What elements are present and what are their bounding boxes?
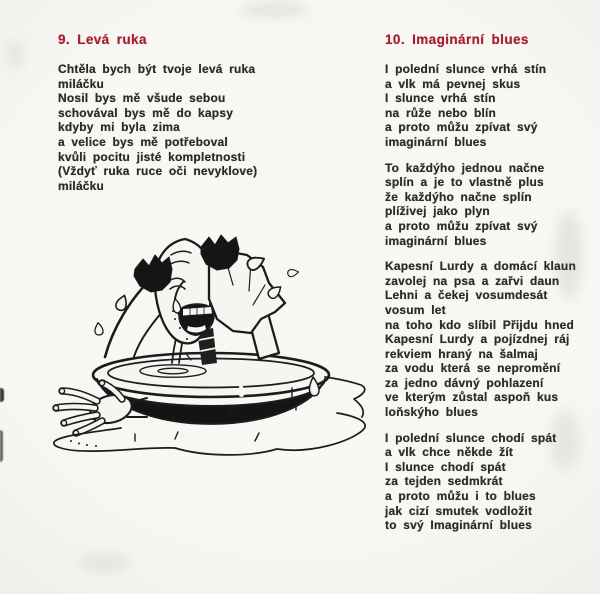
lyric-line: ve kterým zůstal aspoň kus	[385, 390, 559, 405]
stanza	[58, 62, 257, 193]
lyric-line: schovával bys mě do kapsy	[58, 105, 234, 120]
lyric-line: I slunce chodí spát	[385, 459, 506, 474]
lyric-line: rekviem hraný na šalmaj	[385, 346, 539, 361]
stanza	[385, 62, 576, 150]
lyric-line: splín a je to vlastně plus	[385, 175, 544, 190]
song-9-heading	[58, 32, 257, 47]
stanza	[385, 431, 576, 533]
scan-edge-mark	[0, 430, 3, 462]
lyric-line: a proto můžu zpívat svý	[385, 120, 538, 135]
song-9-title: Levá ruka	[77, 32, 147, 47]
lyric-line: imaginární blues	[385, 134, 487, 149]
lyric-line: a proto můžu zpívat svý	[385, 218, 538, 233]
lyric-line: a vlk má pevnej skus	[385, 76, 521, 91]
lyric-line: I slunce vrhá stín	[385, 91, 496, 106]
song-9-section	[58, 32, 257, 204]
song-10-title: Imaginární blues	[412, 32, 529, 47]
song-10-lyrics	[385, 62, 576, 533]
lyric-line: Nosil bys mě všude sebou	[58, 91, 226, 106]
lyric-line: za jedno dávný pohlazení	[385, 375, 544, 390]
lyric-line: vosum let	[385, 302, 446, 317]
scan-smudge	[240, 4, 310, 16]
lyric-line: kdyby mi byla zima	[58, 120, 180, 135]
stanza	[385, 259, 576, 420]
lyric-line: miláčku	[58, 76, 105, 91]
lyric-line: to svý Imaginární blues	[385, 518, 532, 533]
scan-smudge	[80, 556, 130, 570]
song-10-number: 10.	[385, 32, 405, 47]
lyric-line: na toho kdo slíbil Přijdu hned	[385, 317, 574, 332]
lyric-line: Lehni a čekej vosumdesát	[385, 288, 548, 303]
lyric-line: za vodu která se nepromění	[385, 361, 561, 376]
lyric-line: loňskýho blues	[385, 405, 479, 420]
lyric-line: To každýho jednou načne	[385, 160, 545, 175]
song-9-number: 9.	[58, 32, 71, 47]
scan-edge-mark	[0, 388, 4, 402]
scan-smudge	[8, 40, 22, 70]
lyric-line: a vlk chce někde žít	[385, 445, 514, 460]
lyric-line: a proto můžu i to blues	[385, 489, 536, 504]
lyric-line: na růže nebo blín	[385, 105, 497, 120]
song-9-lyrics	[58, 62, 257, 193]
song-10-heading	[385, 32, 576, 47]
lyric-line: a velice bys mě potřeboval	[58, 134, 228, 149]
lyric-line: kvůli pocitu jisté kompletnosti	[58, 149, 246, 164]
lyric-line: I polední slunce vrhá stín	[385, 62, 547, 76]
lyric-line: plíživej jako plyn	[385, 204, 490, 219]
song-10-section	[385, 32, 576, 544]
lyric-line: miláčku	[58, 178, 105, 193]
floor-dots	[70, 440, 97, 447]
lyric-line: Kapesní Lurdy a pojízdnej ráj	[385, 332, 570, 347]
crying-man-illustration	[25, 227, 375, 457]
lyric-line: Chtěla bych být tvoje levá ruka	[58, 62, 256, 76]
lyric-line: zavolej na psa a zařvi daun	[385, 273, 560, 288]
stanza	[385, 161, 576, 249]
lyric-line: I polední slunce chodí spát	[385, 430, 557, 445]
lyric-line: imaginární blues	[385, 233, 487, 248]
lyric-line: (Vždyť ruka ruce oči nevyklove)	[58, 164, 258, 179]
lyric-line: za tejden sedmkrát	[385, 474, 503, 489]
lyric-line: Kapesní Lurdy a domácí klaun	[385, 259, 576, 274]
lyric-line: jak cizí smutek vodložit	[385, 503, 533, 518]
lyric-line: že každýho načne splín	[385, 189, 532, 204]
